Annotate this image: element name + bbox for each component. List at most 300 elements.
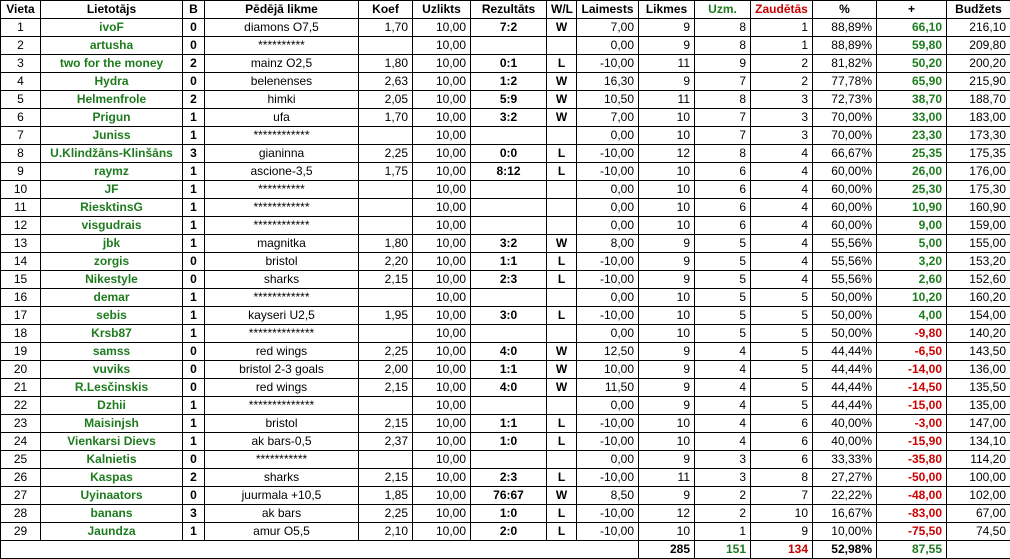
cell-uzm: 5 [695,325,751,343]
cell-pedeja-likme: ************ [205,289,359,307]
cell-wl: L [547,271,577,289]
cell-pedeja-likme: ufa [205,109,359,127]
cell-laimests: 0,00 [577,37,639,55]
cell-plus: -48,00 [877,487,947,505]
cell-koef [359,181,413,199]
cell-lietotajs: Helmenfrole [41,91,183,109]
cell-percent: 88,89% [813,19,877,37]
cell-rezultats: 5:9 [471,91,547,109]
cell-wl [547,127,577,145]
cell-plus: -50,00 [877,469,947,487]
cell-koef: 1,70 [359,19,413,37]
cell-pedeja-likme: ********** [205,37,359,55]
cell-percent: 70,00% [813,109,877,127]
cell-likmes: 10 [639,307,695,325]
cell-koef: 2,25 [359,505,413,523]
cell-koef: 2,15 [359,379,413,397]
table-row [1,289,1010,307]
cell-budzets: 135,50 [947,379,1010,397]
cell-uzlikts: 10,00 [413,181,471,199]
cell-wl: L [547,505,577,523]
cell-rezultats: 1:1 [471,361,547,379]
table-row [1,19,1010,37]
cell-vieta: 21 [1,379,41,397]
cell-uzlikts: 10,00 [413,235,471,253]
cell-b: 1 [183,199,205,217]
cell-lietotajs: artusha [41,37,183,55]
cell-lietotajs: banans [41,505,183,523]
cell-laimests: 0,00 [577,127,639,145]
cell-laimests: 12,50 [577,343,639,361]
cell-plus: 10,90 [877,199,947,217]
cell-percent: 10,00% [813,523,877,541]
cell-vieta: 3 [1,55,41,73]
cell-pedeja-likme: *********** [205,451,359,469]
cell-wl [547,37,577,55]
cell-percent: 88,89% [813,37,877,55]
cell-rezultats: 3:0 [471,307,547,325]
cell-uzm: 6 [695,163,751,181]
cell-laimests: -10,00 [577,271,639,289]
cell-laimests: 7,00 [577,19,639,37]
cell-likmes: 11 [639,55,695,73]
cell-likmes: 9 [639,73,695,91]
cell-uzm: 8 [695,19,751,37]
cell-zaudetas: 5 [751,361,813,379]
table-row [1,523,1010,541]
cell-lietotajs: Juniss [41,127,183,145]
cell-percent: 50,00% [813,307,877,325]
cell-plus: 2,60 [877,271,947,289]
cell-uzlikts: 10,00 [413,397,471,415]
cell-percent: 55,56% [813,235,877,253]
cell-vieta: 16 [1,289,41,307]
cell-b: 2 [183,469,205,487]
cell-uzlikts: 10,00 [413,199,471,217]
cell-lietotajs: sebis [41,307,183,325]
cell-vieta: 4 [1,73,41,91]
cell-b: 3 [183,505,205,523]
cell-b: 0 [183,343,205,361]
cell-percent: 22,22% [813,487,877,505]
table-row [1,199,1010,217]
cell-percent: 81,82% [813,55,877,73]
cell-likmes: 10 [639,127,695,145]
cell-rezultats [471,37,547,55]
cell-koef: 2,10 [359,523,413,541]
table-row [1,73,1010,91]
cell-pedeja-likme: ************** [205,325,359,343]
cell-zaudetas: 4 [751,217,813,235]
col-header-budzets: Budžets [947,1,1010,19]
table-row [1,235,1010,253]
totals-row [1,541,1010,559]
cell-vieta: 19 [1,343,41,361]
cell-koef [359,127,413,145]
cell-vieta: 10 [1,181,41,199]
cell-pedeja-likme: ak bars-0,5 [205,433,359,451]
cell-uzm: 8 [695,37,751,55]
cell-laimests: -10,00 [577,469,639,487]
cell-laimests: -10,00 [577,433,639,451]
cell-plus: 33,00 [877,109,947,127]
cell-percent: 72,73% [813,91,877,109]
cell-zaudetas: 4 [751,253,813,271]
cell-budzets: 136,00 [947,361,1010,379]
cell-budzets: 100,00 [947,469,1010,487]
cell-likmes: 10 [639,163,695,181]
table-row [1,271,1010,289]
cell-pedeja-likme: belenenses [205,73,359,91]
cell-likmes: 10 [639,217,695,235]
cell-likmes: 9 [639,361,695,379]
cell-vieta: 25 [1,451,41,469]
cell-koef [359,397,413,415]
cell-likmes: 10 [639,199,695,217]
cell-lietotajs: Krsb87 [41,325,183,343]
col-header-b: B [183,1,205,19]
cell-wl: W [547,19,577,37]
cell-percent: 44,44% [813,361,877,379]
cell-koef: 2,63 [359,73,413,91]
cell-uzlikts: 10,00 [413,523,471,541]
cell-zaudetas: 4 [751,145,813,163]
cell-wl [547,289,577,307]
cell-lietotajs: jbk [41,235,183,253]
cell-laimests: 0,00 [577,451,639,469]
cell-uzm: 7 [695,109,751,127]
cell-budzets: 175,30 [947,181,1010,199]
col-header-koef: Koef [359,1,413,19]
cell-rezultats: 4:0 [471,343,547,361]
cell-plus: -35,80 [877,451,947,469]
cell-b: 1 [183,523,205,541]
cell-uzlikts: 10,00 [413,469,471,487]
cell-uzlikts: 10,00 [413,289,471,307]
col-header-laimests: Laimests [577,1,639,19]
cell-laimests: 0,00 [577,289,639,307]
cell-vieta: 12 [1,217,41,235]
cell-pedeja-likme: ********** [205,181,359,199]
cell-rezultats: 2:3 [471,271,547,289]
cell-percent: 77,78% [813,73,877,91]
cell-b: 0 [183,379,205,397]
cell-uzlikts: 10,00 [413,433,471,451]
cell-zaudetas: 10 [751,505,813,523]
cell-uzlikts: 10,00 [413,379,471,397]
cell-percent: 66,67% [813,145,877,163]
cell-lietotajs: visgudrais [41,217,183,235]
cell-percent: 50,00% [813,289,877,307]
cell-laimests: 0,00 [577,217,639,235]
cell-uzm: 1 [695,523,751,541]
cell-uzlikts: 10,00 [413,343,471,361]
cell-uzlikts: 10,00 [413,217,471,235]
cell-rezultats [471,181,547,199]
cell-wl [547,397,577,415]
col-header-rezultats: Rezultāts [471,1,547,19]
cell-pedeja-likme: himki [205,91,359,109]
cell-zaudetas: 4 [751,235,813,253]
cell-wl: W [547,379,577,397]
cell-percent: 60,00% [813,163,877,181]
cell-vieta: 24 [1,433,41,451]
cell-uzm: 4 [695,379,751,397]
cell-rezultats: 2:0 [471,523,547,541]
cell-uzm: 3 [695,469,751,487]
cell-pedeja-likme: ************ [205,217,359,235]
cell-likmes: 9 [639,343,695,361]
cell-budzets: 200,20 [947,55,1010,73]
cell-zaudetas: 1 [751,37,813,55]
table-row [1,415,1010,433]
cell-b: 1 [183,217,205,235]
cell-budzets: 74,50 [947,523,1010,541]
cell-uzlikts: 10,00 [413,73,471,91]
cell-b: 1 [183,415,205,433]
cell-budzets: 159,00 [947,217,1010,235]
cell-uzm: 6 [695,217,751,235]
col-header-vieta: Vieta [1,1,41,19]
cell-b: 1 [183,163,205,181]
total-percent: 52,98% [813,541,877,559]
total-plus: 87,55 [877,541,947,559]
cell-zaudetas: 3 [751,127,813,145]
cell-plus: 5,00 [877,235,947,253]
cell-percent: 27,27% [813,469,877,487]
cell-rezultats: 0:0 [471,145,547,163]
cell-lietotajs: JF [41,181,183,199]
cell-rezultats: 1:2 [471,73,547,91]
cell-wl: W [547,91,577,109]
table-row [1,253,1010,271]
table-row [1,397,1010,415]
cell-plus: 9,00 [877,217,947,235]
cell-pedeja-likme: diamons O7,5 [205,19,359,37]
cell-koef [359,289,413,307]
cell-uzlikts: 10,00 [413,127,471,145]
cell-uzlikts: 10,00 [413,163,471,181]
cell-zaudetas: 5 [751,289,813,307]
table-row [1,127,1010,145]
table-row [1,451,1010,469]
cell-plus: -9,80 [877,325,947,343]
cell-b: 1 [183,235,205,253]
cell-likmes: 9 [639,253,695,271]
cell-pedeja-likme: bristol [205,415,359,433]
cell-plus: -14,00 [877,361,947,379]
cell-wl: L [547,163,577,181]
cell-lietotajs: Vienkarsi Dievs [41,433,183,451]
cell-pedeja-likme: ascione-3,5 [205,163,359,181]
cell-pedeja-likme: ak bars [205,505,359,523]
cell-uzm: 2 [695,505,751,523]
cell-lietotajs: RiesktinsG [41,199,183,217]
cell-likmes: 10 [639,433,695,451]
cell-koef [359,37,413,55]
cell-lietotajs: zorgis [41,253,183,271]
cell-uzm: 4 [695,361,751,379]
cell-laimests: 10,00 [577,361,639,379]
cell-budzets: 155,00 [947,235,1010,253]
table-row [1,433,1010,451]
cell-budzets: 143,50 [947,343,1010,361]
cell-plus: 66,10 [877,19,947,37]
table-row [1,37,1010,55]
cell-koef [359,451,413,469]
cell-laimests: -10,00 [577,307,639,325]
cell-uzlikts: 10,00 [413,487,471,505]
cell-likmes: 10 [639,523,695,541]
cell-wl: L [547,145,577,163]
cell-uzlikts: 10,00 [413,415,471,433]
cell-lietotajs: ivoF [41,19,183,37]
cell-plus: 59,80 [877,37,947,55]
cell-koef: 1,85 [359,487,413,505]
cell-b: 1 [183,181,205,199]
cell-budzets: 160,20 [947,289,1010,307]
table-row [1,343,1010,361]
cell-plus: 65,90 [877,73,947,91]
cell-koef [359,325,413,343]
col-header-plus: + [877,1,947,19]
cell-lietotajs: Kaspas [41,469,183,487]
cell-likmes: 9 [639,487,695,505]
cell-likmes: 9 [639,235,695,253]
cell-zaudetas: 4 [751,163,813,181]
cell-likmes: 9 [639,271,695,289]
cell-laimests: 0,00 [577,397,639,415]
cell-budzets: 67,00 [947,505,1010,523]
cell-uzm: 4 [695,343,751,361]
cell-lietotajs: Dzhii [41,397,183,415]
cell-plus: 26,00 [877,163,947,181]
cell-wl [547,451,577,469]
cell-likmes: 10 [639,289,695,307]
cell-vieta: 14 [1,253,41,271]
cell-likmes: 9 [639,19,695,37]
table-row [1,307,1010,325]
cell-laimests: -10,00 [577,505,639,523]
cell-percent: 40,00% [813,415,877,433]
cell-wl: L [547,253,577,271]
cell-rezultats: 0:1 [471,55,547,73]
cell-budzets: 216,10 [947,19,1010,37]
cell-budzets: 153,20 [947,253,1010,271]
cell-lietotajs: samss [41,343,183,361]
cell-koef [359,217,413,235]
cell-wl: W [547,361,577,379]
cell-zaudetas: 5 [751,343,813,361]
cell-b: 0 [183,37,205,55]
cell-b: 0 [183,253,205,271]
cell-rezultats [471,199,547,217]
cell-percent: 50,00% [813,325,877,343]
cell-percent: 40,00% [813,433,877,451]
cell-rezultats: 1:0 [471,433,547,451]
cell-uzlikts: 10,00 [413,145,471,163]
cell-lietotajs: Nikestyle [41,271,183,289]
cell-koef: 2,00 [359,361,413,379]
cell-wl [547,181,577,199]
table-row [1,91,1010,109]
cell-uzm: 5 [695,271,751,289]
cell-plus: -75,50 [877,523,947,541]
cell-wl: L [547,523,577,541]
cell-rezultats [471,127,547,145]
cell-rezultats [471,217,547,235]
cell-wl: L [547,307,577,325]
table-row [1,379,1010,397]
cell-uzm: 6 [695,199,751,217]
cell-likmes: 10 [639,325,695,343]
cell-pedeja-likme: ************ [205,199,359,217]
cell-laimests: 8,00 [577,235,639,253]
cell-b: 1 [183,109,205,127]
cell-vieta: 17 [1,307,41,325]
cell-budzets: 183,00 [947,109,1010,127]
cell-koef: 2,15 [359,415,413,433]
cell-pedeja-likme: red wings [205,379,359,397]
cell-uzm: 5 [695,253,751,271]
table-row [1,217,1010,235]
cell-plus: 23,30 [877,127,947,145]
cell-budzets: 160,90 [947,199,1010,217]
cell-uzlikts: 10,00 [413,253,471,271]
cell-rezultats: 3:2 [471,235,547,253]
cell-likmes: 12 [639,145,695,163]
cell-uzlikts: 10,00 [413,307,471,325]
cell-lietotajs: Uyinaators [41,487,183,505]
table-row [1,163,1010,181]
cell-vieta: 13 [1,235,41,253]
cell-wl [547,325,577,343]
cell-zaudetas: 6 [751,451,813,469]
cell-koef: 1,80 [359,55,413,73]
cell-b: 1 [183,307,205,325]
cell-wl [547,199,577,217]
cell-wl: L [547,55,577,73]
cell-plus: 3,20 [877,253,947,271]
table-row [1,487,1010,505]
cell-zaudetas: 4 [751,199,813,217]
cell-uzlikts: 10,00 [413,19,471,37]
cell-b: 0 [183,271,205,289]
header-row [1,1,1010,19]
cell-laimests: 10,50 [577,91,639,109]
cell-rezultats: 2:3 [471,469,547,487]
col-header-uzm: Uzm. [695,1,751,19]
cell-laimests: 11,50 [577,379,639,397]
cell-likmes: 9 [639,379,695,397]
cell-wl: L [547,469,577,487]
cell-plus: 38,70 [877,91,947,109]
cell-b: 3 [183,145,205,163]
cell-lietotajs: Maisinjsh [41,415,183,433]
total-uzm: 151 [695,541,751,559]
cell-budzets: 209,80 [947,37,1010,55]
cell-uzlikts: 10,00 [413,91,471,109]
cell-laimests: 8,50 [577,487,639,505]
total-zaudetas: 134 [751,541,813,559]
cell-rezultats: 1:1 [471,253,547,271]
cell-uzlikts: 10,00 [413,325,471,343]
cell-wl: W [547,343,577,361]
cell-plus: -83,00 [877,505,947,523]
cell-koef: 2,20 [359,253,413,271]
cell-wl: W [547,109,577,127]
cell-b: 0 [183,361,205,379]
